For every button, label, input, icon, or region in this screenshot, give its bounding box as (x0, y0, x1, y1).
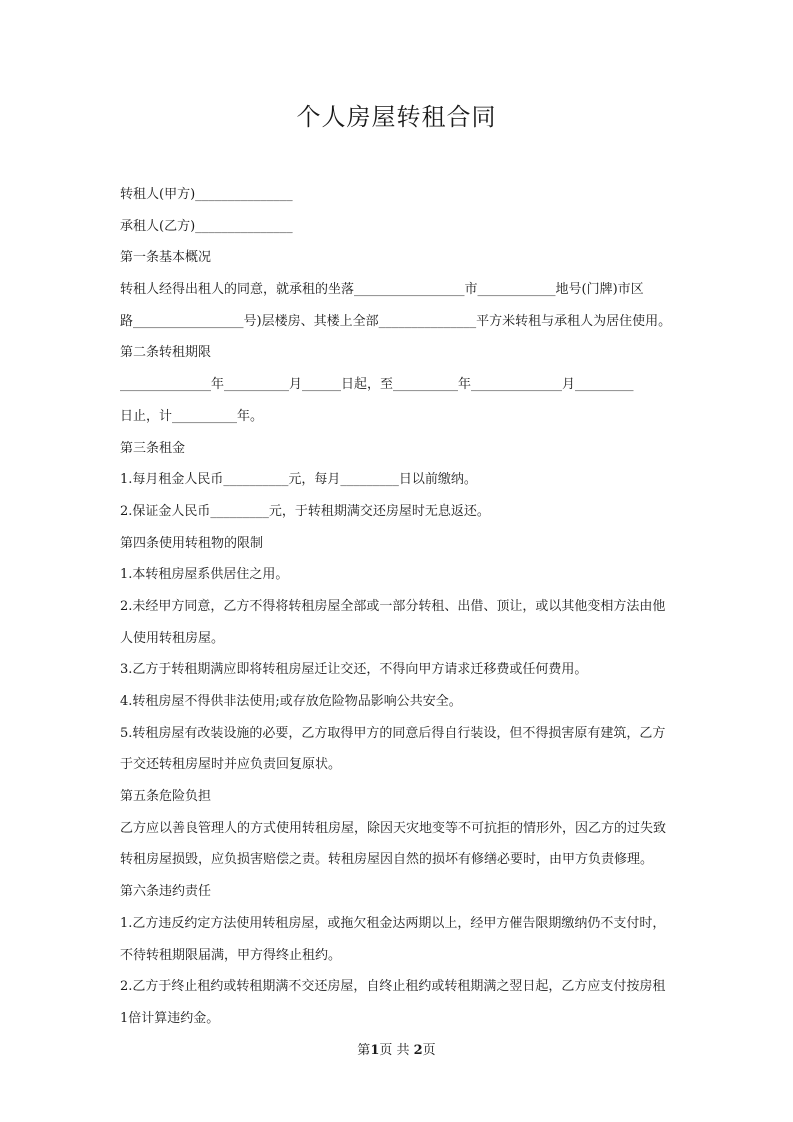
clause-line: 路_________________号)层楼房、其楼上全部_______________平方米转租与承租人为居住使用。 (120, 313, 672, 329)
clause-line: 转租人经得出租人的同意，就承租的坐落_________________市____________地号(门牌)市区 (120, 282, 644, 298)
page-label-prefix: 第 (357, 1043, 371, 1058)
document-body (120, 179, 680, 1035)
page-label-mid: 页 共 (379, 1043, 414, 1058)
clause-line: 承租人(乙方)_______________ (120, 218, 293, 234)
clause-line: 人使用转租房屋。 (120, 630, 225, 646)
section-heading: 第五条危险负担 (120, 789, 212, 805)
clause-line: 5.转租房屋有改装设施的必要，乙方取得甲方的同意后得自行装设，但不得损害原有建筑，乙方 (120, 725, 666, 741)
clause-line: 4.转租房屋不得供非法使用;或存放危险物品影响公共安全。 (120, 694, 462, 709)
clause-line: 3.乙方于转租期满应即将转租房屋迁让交还，不得向甲方请求迁移费或任何费用。 (120, 662, 588, 678)
clause-line: 1倍计算违约金。 (120, 1010, 220, 1026)
clause-line: 1.每月租金人民币__________元，每月_________日以前缴纳。 (120, 472, 477, 488)
section-heading: 第二条转租期限 (120, 345, 212, 361)
page-total-number: 2 (413, 1043, 423, 1058)
page-footer (0, 1040, 793, 1062)
page-current-number: 1 (370, 1043, 380, 1058)
page-label-suffix: 页 (422, 1043, 436, 1058)
clause-line: 乙方应以善良管理人的方式使用转租房屋，除因天灾地变等不可抗拒的情形外，因乙方的过失致 (120, 820, 667, 836)
section-heading: 第六条违约责任 (120, 884, 212, 900)
clause-line: 2.未经甲方同意，乙方不得将转租房屋全部或一部分转租、出借、顶让，或以其他变相方法由他 (120, 598, 666, 614)
clause-line: 转租房屋损毁，应负损害赔偿之责。转租房屋因自然的损坏有修缮必要时，由甲方负责修理。 (120, 852, 654, 868)
section-heading: 第三条租金 (120, 440, 186, 456)
clause-line: 1.本转租房屋系供居住之用。 (120, 567, 289, 583)
clause-line: 不待转租期限届满，甲方得终止租约。 (120, 947, 342, 963)
clause-line: 1.乙方违反约定方法使用转租房屋，或拖欠租金达两期以上，经甲方催告限期缴纳仍不支付时， (120, 915, 666, 931)
section-heading: 第一条基本概况 (120, 250, 212, 266)
section-heading: 第四条使用转租物的限制 (120, 535, 264, 551)
clause-line: 2.乙方于终止租约或转租期满不交还房屋，自终止租约或转租期满之翌日起，乙方应支付按房租 (120, 979, 666, 995)
clause-line: 转租人(甲方)_______________ (120, 187, 293, 202)
clause-line: 于交还转租房屋时并应负责回复原状。 (120, 757, 342, 773)
document-title: 个人房屋转租合同 (296, 103, 497, 131)
clause-line: 2.保证金人民币_________元，于转租期满交还房屋时无息返还。 (120, 503, 490, 519)
clause-line: ______________年__________月______日起，至__________年______________月_________ (120, 377, 634, 393)
clause-line: 日止，计__________年。 (120, 408, 264, 424)
